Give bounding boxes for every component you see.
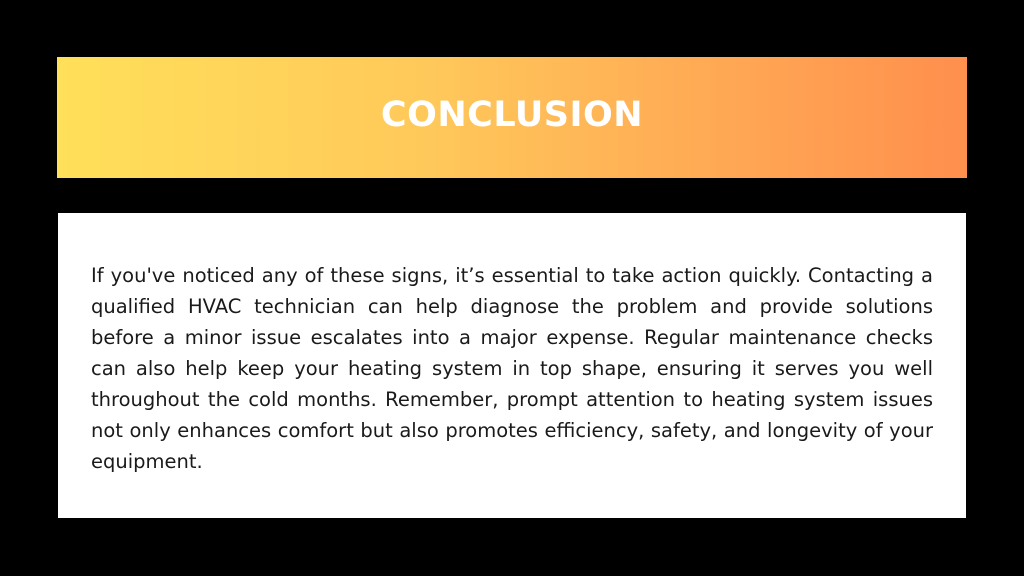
title-banner (57, 57, 967, 178)
conclusion-paragraph: If you've noticed any of these signs, it’s essential to take action quickly. Contacting a qualified HVAC technician can help diagnose the problem and provide solutions before a minor issue escalates into a major expense. Regular maintenance checks can also help keep your heating system in top shape, ensuring it serves you well throughout the cold months. Remember, prompt attention to heating system issues not only enhances comfort but also promotes efficiency, safety, and longevity of your equipment. (91, 264, 933, 473)
slide-title: CONCLUSION (380, 95, 644, 135)
content-panel (58, 213, 966, 518)
